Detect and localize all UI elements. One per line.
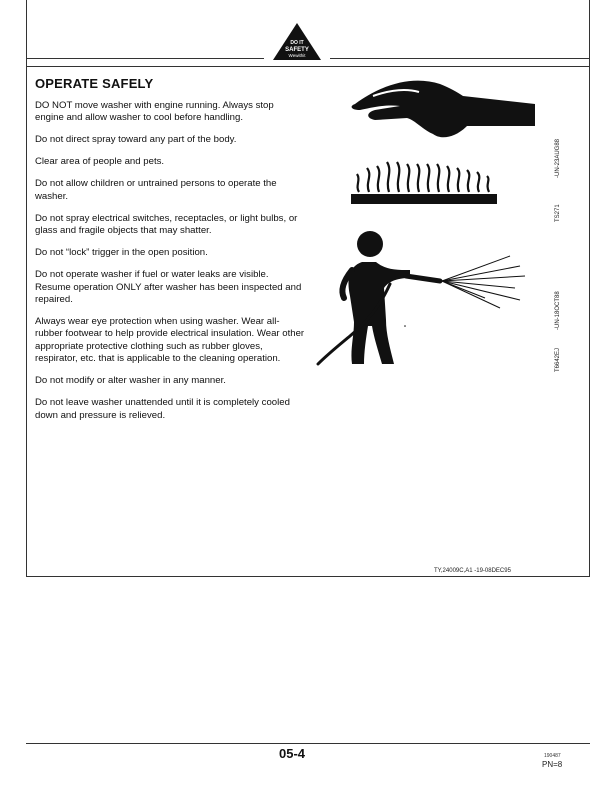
page-number xyxy=(0,746,612,761)
safety-paragraph: Clear area of people and pets. xyxy=(35,156,165,168)
header-rule-right xyxy=(330,58,590,59)
pn-label: PN=8 xyxy=(542,760,563,769)
hand-heat-illustration xyxy=(345,74,555,216)
section-title: OPERATE SAFELY xyxy=(35,76,154,91)
safety-paragraph: Do not direct spray toward any part of the body. xyxy=(35,134,237,146)
hot-surface-bar xyxy=(351,194,497,204)
safety-paragraph: Do not operate washer if fuel or water leaks are visible. Resume operation ONLY after washer has been inspected and repaired. xyxy=(35,269,302,306)
header-rule-left xyxy=(26,58,264,59)
logo-text-mid: SAFETY xyxy=(285,47,309,53)
document-id: 190487 xyxy=(544,753,561,759)
safety-paragraph: Do not allow children or untrained persons to operate the washer. xyxy=(35,178,277,202)
logo-text-bottom: Wewithit xyxy=(288,53,306,58)
page-number-text: 05-4 xyxy=(278,746,306,761)
person-spraying-icon xyxy=(342,231,410,364)
section-body xyxy=(35,100,305,432)
safety-paragraph: Always wear eye protection when using washer. Wear all-rubber footwear to help provide electrical insulation. Wear other appropriate protective clothing such as rubber gloves, respirator, etc. that is applicable to the cleaning operation. xyxy=(35,316,305,365)
safety-alert-icon xyxy=(272,22,322,62)
water-spray-icon xyxy=(442,256,525,308)
heat-waves-icon xyxy=(357,162,489,192)
figure-label-sprayer-code: T6642EJ xyxy=(555,347,561,372)
safety-paragraph: DO NOT move washer with engine running. Always stop engine and allow washer to cool before handling. xyxy=(35,100,274,124)
hand-icon xyxy=(352,81,535,138)
figure-label-hand-code: TS271 xyxy=(555,204,561,222)
safety-paragraph: Do not leave washer unattended until it is completely cooled down and pressure is relieved. xyxy=(35,397,290,421)
logo-text-top: DO IT xyxy=(290,40,304,46)
safety-paragraph: Do not spray electrical switches, receptacles, or light bulbs, or glass and fragile objects that may shatter. xyxy=(35,212,298,237)
reference-code: TY,24009C,A1 -19-08DEC95 xyxy=(434,568,511,574)
safety-paragraph: Do not modify or alter washer in any manner. xyxy=(35,375,226,387)
figure-label-hand-date: -UN-23AUG88 xyxy=(555,138,561,178)
figure-label-sprayer-date: -UN-18OCT88 xyxy=(555,291,561,330)
footer-rule xyxy=(26,743,590,744)
safety-paragraph: Do not “lock” trigger in the open position. xyxy=(35,247,208,259)
pressure-washer-illustration xyxy=(310,226,540,376)
